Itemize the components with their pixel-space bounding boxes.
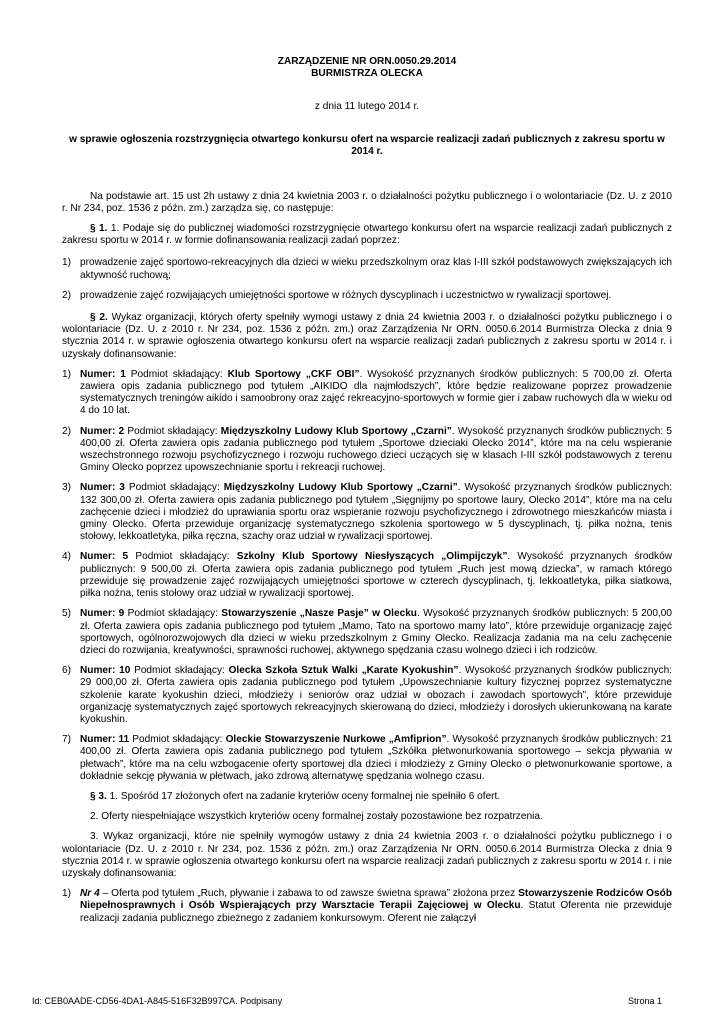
document-id: Id: CEB0AADE-CD56-4DA1-A845-516F32B997CA. Podpisany [32, 996, 283, 1006]
offer-label: Numer: 9 [80, 608, 125, 620]
section-2-mark: § 2. [90, 312, 108, 324]
rejected-mid: – Oferta pod tytułem „Ruch, pływanie i zabawa to od zawsze świetna sprawa” złożona przez [99, 888, 519, 900]
offer-item-3 [62, 482, 672, 543]
offer-number: 6) [62, 665, 71, 677]
offer-item-2 [62, 426, 672, 475]
title-line-2: BURMISTRZA OLECKA [311, 68, 423, 79]
offer-number: 3) [62, 482, 71, 494]
offer-rest: . Wysokość przyznanych środków publicznych: 5 700,00 zł. Oferta zawiera opis zadania publicznego pod tytułem „AIKIDO dla najmłodszych”, które będzie realizowane poprzez prowadzenie systematycznych treningów aikido i samoobrony oraz zajęć rekreacyjno-sportowych w formie gier i zabaw ruchowych dla w wieku od 4 do 10 lat. [80, 368, 673, 417]
offer-item-6 [62, 665, 672, 726]
document-date: z dnia 11 lutego 2014 r. [314, 101, 420, 112]
offer-item-5 [62, 608, 672, 657]
offer-number: 7) [62, 734, 71, 746]
page-number: Strona 1 [627, 996, 662, 1006]
rejected-label: Nr 4 [80, 888, 100, 900]
section-3-paragraph-3: 3. Wykaz organizacji, które nie spełniły wymogów ustawy z dnia 24 kwietnia 2003 r. o działalności pożytku publicznego i o wolontariacie (Dz. U. z 2010 r. Nr 234, poz. 1536 z późn. zm.) oraz Zarządzenia Nr ORN. 0050.6.2014 Burmistrza Olecka z dnia 9 stycznia 2014 r. w sprawie ogłoszenia otwartego konkursu ofert na wsparcie realizacji zadań publicznych z zakresu sportu w 2014 r. i nie uzyskały dofinansowania: [62, 831, 672, 879]
document-subject: w sprawie ogłoszenia rozstrzygnięcia otwartego konkursu ofert na wsparcie realizacji zadań publicznych z zakresu sportu w 2014 r. [69, 134, 665, 158]
offer-mid: Podmiot składający: [124, 482, 224, 494]
offer-mid: Podmiot składający: [130, 665, 229, 677]
rejected-rest: . Statut Oferenta nie przewiduje realizacji zadania publicznego zbieżnego z zadaniem konkursowym. Oferent nie załączył [80, 900, 672, 924]
section-3-paragraph-2: 2. Oferty niespełniające wszystkich kryteriów oceny formalnej zostały pozostawione bez rozpatrzenia. [90, 811, 543, 823]
task-number: 2) [62, 289, 71, 301]
section-3 [62, 791, 672, 803]
offer-mid: Podmiot składający: [125, 368, 228, 380]
offer-mid: Podmiot składający: [124, 425, 221, 437]
offer-rest: . Wysokość przyznanych środków publicznych: 29 000,00 zł. Oferta zawiera opis zadania publicznego pod tytułem „Upowszechnianie kultury fizycznej poprzez systematyczne szkolenie karate kyokushin dzieci, młodzieży i seniorów oraz udział w obozach i zawodach sportowych”, które przewiduje organizację systematycznych zajęć sportowych rekreacyjnych skierowaną do dzieci, młodzieży i dorosłych ukierunkowaną na karate kyokushin. [80, 665, 672, 725]
task-item-2 [62, 290, 672, 302]
offer-number: 5) [62, 608, 71, 620]
offer-org: Szkolny Klub Sportowy Niesłyszących „Olimpijczyk” [236, 551, 508, 563]
offer-mid: Podmiot składający: [124, 608, 222, 620]
offer-rest: . Wysokość przyznanych środków publicznych: 5 200,00 zł. Oferta zawiera opis zadania publicznego pod tytułem „Mamo, Tato na sportowo mamy lato”, które przewiduje organizację zajęć sportowych, ogólnorozwojowych dla dzieci w wieku przedszkolnym z Gminy Olecko. Realizacja zadania ma na celu zachęcenie dzieci do rozwijania, kreatywności, sprawności ruchowej, aktywnego spędzania czasu wolnego dzieci i ich rodziców. [80, 608, 673, 656]
offer-org: Międzyszkolny Ludowy Klub Sportowy „Czarni” [223, 482, 458, 494]
section-1-mark: § 1. [90, 223, 108, 235]
offer-item-4 [62, 551, 672, 600]
offer-mid: Podmiot składający: [128, 551, 237, 563]
offer-mid: Podmiot składający: [129, 734, 226, 746]
section-2 [62, 312, 672, 361]
task-number: 1) [62, 257, 71, 269]
section-3-text: 1. Spośród 17 złożonych ofert na zadanie kryteriów oceny formalnej nie spełniło 6 ofert. [106, 790, 501, 802]
offer-rest: . Wysokość przyznanych środków publicznych: 5 400,00 zł. Oferta zawiera opis zadania publicznego pod tytułem „Sportowe dzieciaki Olecko 2014”, które ma na celu wspieranie wszechstronnego rozwoju psychofizycznego i rozwoju ruchowego dzieci uczących się w klasach I-III szkół podstawowych z terenu Gminy Olecko poprzez upowszechnianie sportu i rekreacji ruchowej. [80, 425, 673, 474]
offer-label: Numer: 11 [80, 734, 130, 746]
offer-org: Klub Sportowy „CKF OBI” [227, 368, 360, 380]
section-1-text: 1. Podaje się do publicznej wiadomości rozstrzygnięcie otwartego konkursu ofert na wsparcie realizacji zadań publicznych z zakresu sportu w 2014 r. w formie dofinansowania realizacji zadań poprzez: [62, 223, 672, 247]
offer-label: Numer: 1 [80, 368, 126, 380]
task-text: prowadzenie zajęć rozwijających umiejętności sportowe w różnych dyscyplinach i uczestnictwo w rywalizacji sportowej. [80, 289, 612, 301]
offer-item-7 [62, 734, 672, 783]
section-2-text: Wykaz organizacji, których oferty spełniły wymogi ustawy z dnia 24 kwietnia 2003 r. o działalności pożytku publicznego i o wolontariacie (Dz. U. z 2010 r. Nr 234, poz. 1536 z późn. zm.) oraz Zarządzenia Nr ORN. 0050.6.2014 Burmistrza Olecka z dnia 9 stycznia 2014 r. w sprawie ogłoszenia otwartego konkursu ofert na wsparcie realizacji zadań publicznych z zakresu sportu w 2014 r. i uzyskały dofinansowanie: [62, 312, 673, 360]
offer-label: Numer: 2 [80, 425, 125, 437]
offer-rest: . Wysokość przyznanych środków publicznych: 132 300,00 zł. Oferta zawiera opis zadania publicznego pod tytułem „Sięgnijmy po sportowe laury, Olecko 2014”, które ma na celu zachęcenie dzieci i młodzież do uprawiania sportu oraz wspieranie rozwoju psychofizycznego i zdrowotnego mieszkańców miasta i gminy Olecko. Oferta przewiduje organizację systematycznego szkolenia sportowego w 5 dyscyplinach, tj. piłka nożna, tenis stołowy, lekkoatletyka, piłka ręczna, szachy oraz udział w rywalizacji sportowej. [80, 482, 673, 543]
document-content [62, 56, 672, 925]
offer-label: Numer: 10 [80, 665, 131, 677]
offer-number: 4) [62, 551, 71, 563]
document-title [62, 56, 672, 80]
section-3-mark: § 3. [90, 790, 107, 802]
task-text: prowadzenie zajęć sportowo-rekreacyjnych dla dzieci w wieku przedszkolnym oraz klas I-III szkół podstawowych zwiększających ich aktywność ruchową; [80, 257, 672, 281]
rejected-number: 1) [62, 888, 71, 900]
offer-number: 1) [62, 368, 71, 380]
offer-label: Numer: 3 [80, 482, 125, 494]
offer-label: Numer: 5 [80, 551, 129, 563]
offer-org: Oleckie Stowarzyszenie Nurkowe „Amfiprion” [225, 734, 447, 746]
offer-org: Międzyszkolny Ludowy Klub Sportowy „Czarni” [220, 425, 452, 437]
task-item-1 [62, 257, 672, 281]
preamble: Na podstawie art. 15 ust 2h ustawy z dnia 24 kwietnia 2003 r. o działalności pożytku publicznego i o wolontariacie (Dz. U. z 2010 r. Nr 234, poz. 1536 z późn. zm.) zarządza się, co następuje: [62, 190, 672, 214]
rejected-org: Stowarzyszenie Rodziców Osób Niepełnosprawnych i Osób Wspierających przy Warsztacie Terapii Zajęciowej w Olecku [80, 888, 672, 912]
offer-org: Olecka Szkoła Sztuk Walki „Karate Kyokushin” [228, 665, 459, 677]
section-1 [62, 223, 672, 247]
title-line-1: ZARZĄDZENIE NR ORN.0050.29.2014 [277, 56, 457, 67]
offer-rest: . Wysokość przyznanych środków publicznych: 21 400,00 zł. Oferta zawiera opis zadania publicznego pod tytułem „Szkółka płetwonurkowania sportowego – sekcja pływania w płetwach”, które ma na celu wzbogacenie oferty sportowej dla dzieci i młodzieży z Gminy Olecko o płetwonurkowanie sportowe, a dokładnie sekcję pływania w płetwach, jako zdrową alternatywę spędzania wolnego czasu. [80, 734, 673, 782]
offer-number: 2) [62, 425, 71, 437]
offer-org: Stowarzyszenie „Nasze Pasje” w Olecku [221, 608, 417, 620]
offer-rest: . Wysokość przyznanych środków publicznych: 9 500,00 zł. Oferta zawiera opis zadania publicznego pod tytułem „Ruch jest mową dziecka”, w ramach którego przewiduje się prowadzenie zajęć rozwijających umiejętności sportowe w czterech dyscyplinach, tj. lekkoatletyka, piłka siatkowa, piłka nożna, tenis stołowy oraz udział w rywalizacji sportowej. [80, 551, 673, 600]
rejected-item-1 [62, 888, 672, 925]
offer-item-1 [62, 369, 672, 418]
